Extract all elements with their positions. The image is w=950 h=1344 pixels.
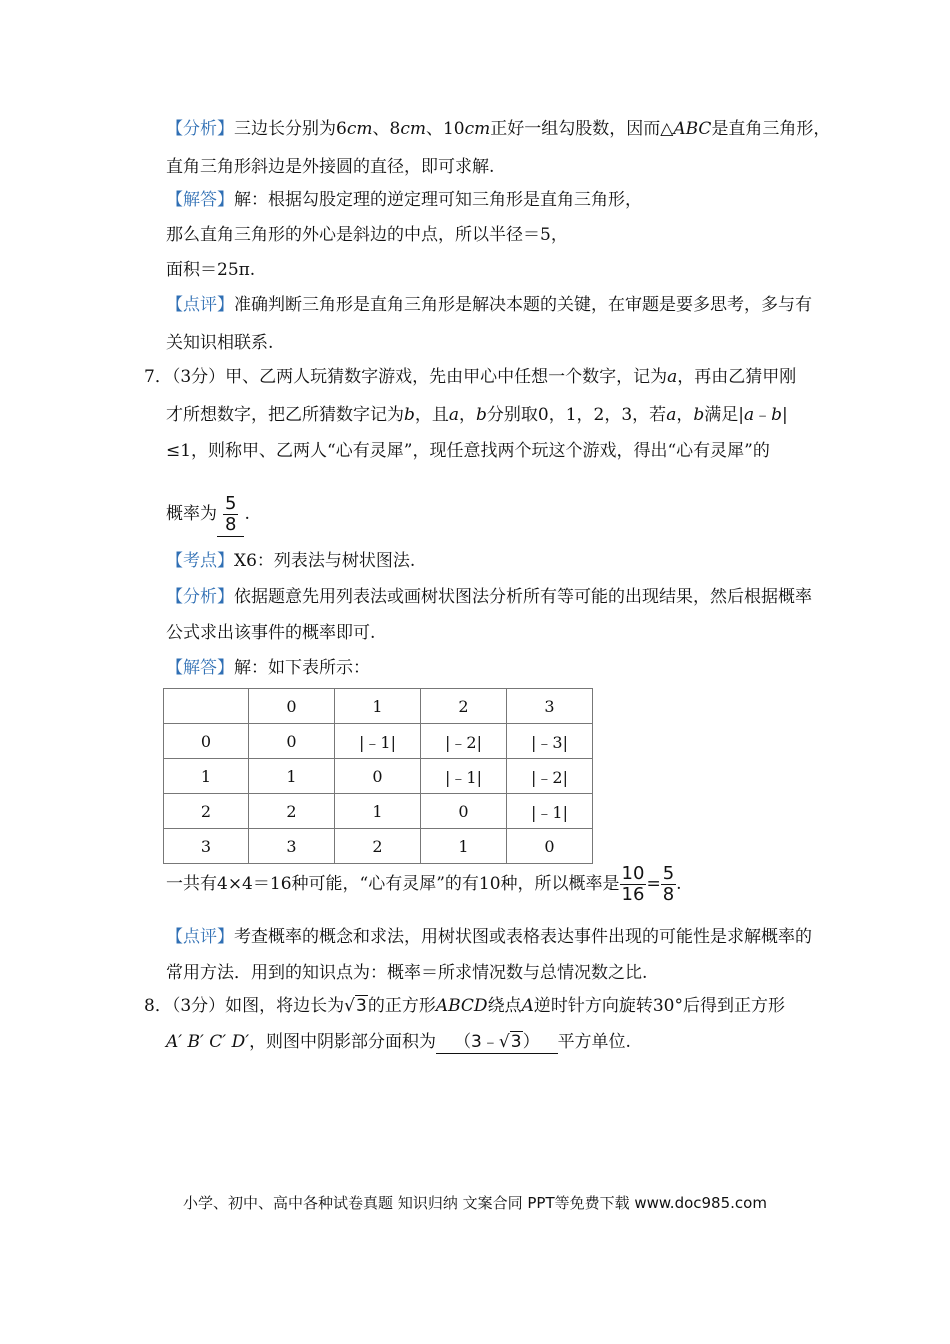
q6-analysis-line2: 直角三角形斜边是外接圆的直径，即可求解. [166,157,495,177]
table-cell: 0 [249,724,335,759]
text: ﹣ [754,405,772,425]
variable: b [771,405,782,425]
table-cell: 3 [249,829,335,864]
review-tag: 【点评】 [166,295,234,315]
table-cell: 3 [507,689,593,724]
table-cell: 3 [164,829,249,864]
q7-review-line1 [166,926,812,948]
fraction-10-16 [620,864,647,905]
table-row [164,724,593,759]
unit: cm [464,119,491,139]
fraction-denominator: 8 [225,514,237,535]
text: 是直角三角形， [711,119,831,139]
variable: b [476,405,487,425]
text: 正好一组勾股数，因而△ [490,119,674,139]
unit: cm [400,119,426,139]
table-cell: 1 [249,759,335,794]
q7-line2 [166,404,788,426]
variable: b [693,405,705,425]
text: （3分）甲、乙两人玩猜数字游戏，先由甲心中任想一个数字，记为 [171,367,668,387]
q7-analysis-line2: 公式求出该事件的概率即可. [166,623,376,643]
variable: a [666,405,677,425]
text: 分别取0，1，2，3，若 [486,405,667,425]
variable: a [448,405,460,425]
fraction-numerator: 5 [662,863,675,884]
sqrt-expression: √3 [498,1032,522,1052]
q7-conclusion [166,862,682,906]
review-tag: 【点评】 [166,927,234,947]
answer-tag: 【解答】 [166,658,234,678]
text: 解：根据勾股定理的逆定理可知三角形是直角三角形， [234,190,642,210]
q8-line2 [166,1031,631,1054]
question-number: 7． [144,367,172,387]
text: 准确判断三角形是直角三角形是解决本题的关键，在审题是要多思考，多与有 [234,295,812,315]
text: 概率为 [166,504,217,524]
text: 才所想数字，把乙所猜数字记为 [166,405,404,425]
table-cell: |﹣2| [421,724,507,759]
text: 平方单位. [557,1032,631,1052]
table-cell: 2 [421,689,507,724]
text: 、8 [372,119,401,139]
radicand: 3 [510,1032,522,1052]
table-header-row [164,689,593,724]
answer-tag: 【解答】 [166,190,234,210]
text: . [244,504,250,524]
text: 三边长分别为6 [234,119,347,139]
text: 满足| [704,405,744,425]
text: | [781,405,788,425]
sqrt-expression: √3 [344,996,367,1016]
text: 、10 [425,119,465,139]
triangle-name: ABC [673,119,712,139]
table-cell: |﹣3| [507,724,593,759]
table-cell: 1 [164,759,249,794]
text: 一共有4×4＝16种可能，“心有灵犀”的有10种，所以概率是 [166,874,620,894]
table-cell: 1 [421,829,507,864]
table-cell [164,689,249,724]
q6-review-line1 [166,294,812,316]
table-cell: 2 [249,794,335,829]
text: ，且 [414,405,449,425]
difference-table [163,688,593,864]
answer-blank [217,492,244,537]
q6-analysis-line1 [166,118,830,140]
q7-answer [166,657,370,679]
text: ，再由乙猜甲刚 [677,367,797,387]
table-cell: 2 [335,829,421,864]
page-footer: 小学、初中、高中各种试卷真题 知识归纳 文案合同 PPT等免费下载 www.doc985.com [183,1194,767,1212]
text: （3分）如图，将边长为 [171,996,345,1016]
text: ， [459,405,477,425]
table-row [164,759,593,794]
q7-line1 [144,366,796,388]
q6-answer-line1 [166,189,642,211]
equals-sign: = [646,874,661,894]
q7-line3: ≤1，则称甲、乙两人“心有灵犀”，现任意找两个玩这个游戏，得出“心有灵犀”的 [166,441,770,461]
table-row [164,829,593,864]
fraction-numerator: 10 [621,863,645,884]
answer-blank [436,1031,558,1054]
fraction-5-8 [661,864,676,905]
table-cell: 1 [335,794,421,829]
question-number: 8． [144,996,172,1016]
table-cell: 2 [164,794,249,829]
text: ，则图中阴影部分面积为 [249,1032,437,1052]
q6-answer-line3: 面积＝25π. [166,260,256,280]
q7-analysis-line1 [166,586,812,608]
table-cell: |﹣1| [421,759,507,794]
text: 的正方形 [367,996,436,1016]
text: 解：如下表所示： [234,658,370,678]
variable: b [404,405,415,425]
text: 依据题意先用列表法或画树状图法分析所有等可能的出现结果，然后根据概率 [234,587,812,607]
text: 考查概率的概念和求法，用树状图或表格表达事件出现的可能性是求解概率的 [234,927,812,947]
point-tag: 【考点】 [166,551,234,571]
answer-text: （3﹣ [454,1032,499,1052]
square-name: ABCD [435,996,488,1016]
q6-review-line2: 关知识相联系. [166,333,274,353]
q7-point [166,550,415,572]
radicand: 3 [356,996,367,1016]
table-row [164,794,593,829]
table-cell: 0 [164,724,249,759]
table-cell: 0 [507,829,593,864]
text: . [676,874,682,894]
analysis-tag: 【分析】 [166,119,234,139]
text: ， [676,405,694,425]
variable: a [667,367,678,387]
point-name: A [521,996,534,1016]
table-cell: 0 [335,759,421,794]
variable: a [743,405,755,425]
fraction-denominator: 8 [662,884,675,905]
q7-review-line2: 常用方法．用到的知识点为：概率＝所求情况数与总情况数之比. [166,963,648,983]
table-cell: |﹣1| [507,794,593,829]
table-cell: |﹣2| [507,759,593,794]
analysis-tag: 【分析】 [166,587,234,607]
q6-answer-line2: 那么直角三角形的外心是斜边的中点，所以半径＝5， [166,225,568,245]
table-cell: 1 [335,689,421,724]
q8-line1 [144,995,785,1017]
fraction-numerator: 5 [225,493,237,514]
table-cell: 0 [249,689,335,724]
text: 绕点 [487,996,522,1016]
unit: cm [346,119,373,139]
table-cell: |﹣1| [335,724,421,759]
fraction-denominator: 16 [621,884,645,905]
text: 逆时针方向旋转30°后得到正方形 [533,996,785,1016]
text: X6：列表法与树状图法. [234,551,416,571]
q7-line4 [166,492,250,537]
answer-fraction [223,494,238,535]
table-cell: 0 [421,794,507,829]
rotated-square-name: A′ B′ C′ D′ [166,1032,250,1052]
answer-text: ） [522,1032,540,1052]
